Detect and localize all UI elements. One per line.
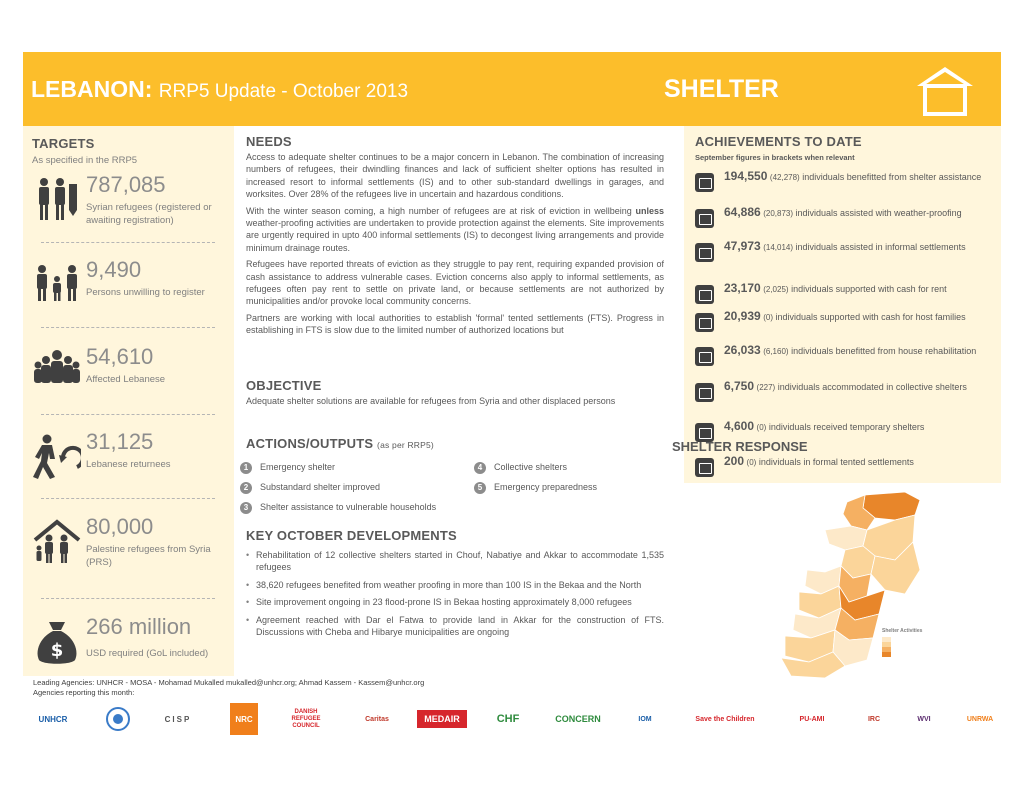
action-item: 4 Collective shelters: [474, 461, 567, 475]
people-icon: [33, 261, 81, 309]
sector-title: SHELTER: [664, 75, 779, 103]
targets-subtitle: As specified in the RRP5: [32, 155, 138, 166]
divider: [41, 598, 215, 599]
caritas-logo: Caritas: [365, 715, 389, 723]
update-subtitle: RRP5 Update - October 2013: [158, 81, 409, 102]
needs-title: NEEDS: [246, 134, 292, 149]
weatherproof-icon: [695, 209, 714, 228]
irc-logo: IRC: [867, 715, 881, 723]
needs-paragraph: Refugees have reported threats of eviction as they struggle to pay rent, requiring expanded provision of cash assistance to address vulnerable cases. Eviction concerns also apply to informal settlements, as refugees often pay rent to settle on private land, or because settlements are not authorized by municipalities and/or provoke local community concerns.: [246, 259, 664, 307]
unhcr-logo: UNHCR: [38, 714, 68, 724]
targets-title: TARGETS: [32, 136, 95, 151]
needs-paragraph: Partners are working with local authorities to establish 'formal' tented settlements (FTS). Progress in establishing in FTS is slow due to the limited number of authorized locations but: [246, 312, 664, 336]
target-value: 54,610: [86, 344, 154, 369]
target-label: USD required (GoL included): [86, 648, 209, 659]
un-habitat-logo: [103, 703, 133, 735]
developments-list: [246, 549, 664, 638]
list-item: • Site improvement ongoing in 23 flood-prone IS in Bekaa hosting approximately 8,000 refugees: [246, 596, 664, 608]
nrc-logo: NRC: [230, 703, 258, 735]
medair-logo: MEDAIR: [417, 710, 467, 728]
achievements-title: ACHIEVEMENTS TO DATE: [695, 134, 862, 149]
developments-title: KEY OCTOBER DEVELOPMENTS: [246, 528, 457, 543]
target-label: Lebanese returnees: [86, 459, 171, 470]
rehabilitation-icon: [695, 347, 714, 366]
developments-section: [246, 528, 664, 643]
target-value: 266 million: [86, 614, 192, 639]
target-value: 787,085: [86, 172, 166, 197]
target-label: Syrian refugees (registered or awaiting registration): [86, 202, 212, 226]
divider: [41, 327, 215, 328]
response-title: SHELTER RESPONSE: [672, 439, 808, 454]
action-item: 1 Emergency shelter: [240, 461, 335, 475]
actions-title: ACTIONS/OUTPUTS (as per RRP5): [246, 436, 434, 451]
objective-title: OBJECTIVE: [246, 378, 322, 393]
target-label: Affected Lebanese: [86, 374, 166, 385]
divider: [41, 414, 215, 415]
achievements-panel: ACHIEVEMENTS TO DATE September figures in brackets when relevant 194,550 (42,278) individuals benefitted from shelter assistance 64,886 (20,873) individuals assisted with weather-proofing 47,973 (14,014) individuals assisted in informal settlements 23,170 (2,025) individuals supported with cash for rent 20,939 (0) individuals supported with cash for host families 26,033 (6,160) individuals benefitted from house rehabilitation 6,750 (227) individuals accommodated in collective shelters 4,600 (0) individuals received temporary shelters 200 (0) individuals in formal tented settlements: [684, 126, 1001, 483]
divider: [41, 498, 215, 499]
list-item: • Rehabilitation of 12 collective shelters started in Chouf, Nabatiye and Akkar to accommodate 1,535 refugees: [246, 549, 664, 574]
action-item: 5 Emergency preparedness: [474, 481, 597, 495]
needs-section: [246, 134, 664, 341]
wvi-logo: WVI: [917, 715, 931, 723]
target-label: Persons unwilling to register: [86, 287, 205, 298]
action-item: 2 Substandard shelter improved: [240, 481, 380, 495]
header-banner: [23, 52, 1001, 126]
targets-panel: [23, 126, 234, 676]
iom-logo: IOM: [638, 715, 652, 723]
shelter-family-icon: [33, 518, 81, 566]
actions-section: [243, 436, 666, 512]
achievements-subtitle: September figures in brackets when relevant: [695, 153, 855, 162]
collective-shelter-icon: [695, 383, 714, 402]
footer-credits: [33, 678, 424, 698]
cisp-logo: CISP: [164, 714, 192, 724]
house-icon: [915, 64, 975, 116]
agency-logos: [25, 703, 1005, 735]
list-item: • 38,620 refugees benefited from weather proofing in more than 100 IS in the Bekaa and the North: [246, 579, 664, 591]
drc-logo: DANISH REFUGEE COUNCIL: [291, 708, 321, 729]
map-legend: [882, 628, 922, 657]
family-icon: [33, 176, 81, 224]
cash-rent-icon: [695, 285, 714, 304]
legend-swatch: [882, 652, 922, 657]
objective-section: [246, 378, 664, 411]
concern-logo: CONCERN: [555, 714, 601, 724]
save-the-children-logo: Save the Children: [695, 715, 755, 723]
reporting-agencies-label: Agencies reporting this month:: [33, 688, 135, 697]
money-bag-icon: [33, 618, 81, 666]
group-icon: [33, 348, 81, 396]
header-title: [31, 76, 408, 103]
leading-agencies: Leading Agencies: UNHCR - MOSA - Mohamad Mukalled mukalled@unhcr.org; Ahmad Kassem - Kassem@unhcr.org: [33, 678, 425, 687]
tent-icon: [695, 243, 714, 262]
tented-settlement-icon: [695, 458, 714, 477]
divider: [41, 242, 215, 243]
cash-host-icon: [695, 313, 714, 332]
target-value: 31,125: [86, 429, 154, 454]
pu-ami-logo: PU-AMI: [799, 715, 825, 723]
needs-paragraph: With the winter season coming, a high number of refugees are at risk of eviction in wellbeing unless weather-proofing activities are undertaken to provide protection against the elements. Site improvements are urgently required in upto 400 informal settlements (IS) to decongest living arrangements and provide minimum drainage routes.: [246, 205, 664, 253]
country-name: LEBANON:: [31, 76, 153, 102]
target-value: 80,000: [86, 514, 154, 539]
returnee-icon: [33, 433, 81, 481]
shelter-kit-icon: [695, 173, 714, 192]
unrwa-logo: UNRWA: [966, 715, 994, 723]
list-item: • Agreement reached with Dar el Fatwa to provide land in Akkar for the construction of FTS. Discussions with Cheba and Hibarye municipalities are ongoing: [246, 614, 664, 639]
svg-text:$: $: [50, 640, 64, 661]
target-label: Palestine refugees from Syria (PRS): [86, 544, 211, 568]
chf-logo: CHF: [496, 713, 520, 725]
needs-paragraph: Access to adequate shelter continues to be a major concern in Lebanon. The combination of increasing numbers of refugees, their dwindling finances and lack of sufficient shelter options has resulted in increased resort to informal settlements (IS) and to other sub-standard dwellings in garages, and worksites. Over 28% of the refugees live in uncertain and hazardous conditions.: [246, 152, 664, 200]
action-item: 3 Shelter assistance to vulnerable households: [240, 501, 436, 515]
legend-title: Shelter Activities: [882, 628, 923, 634]
objective-text: Adequate shelter solutions are available for refugees from Syria and other displaced persons: [246, 396, 616, 406]
target-value: 9,490: [86, 257, 142, 282]
